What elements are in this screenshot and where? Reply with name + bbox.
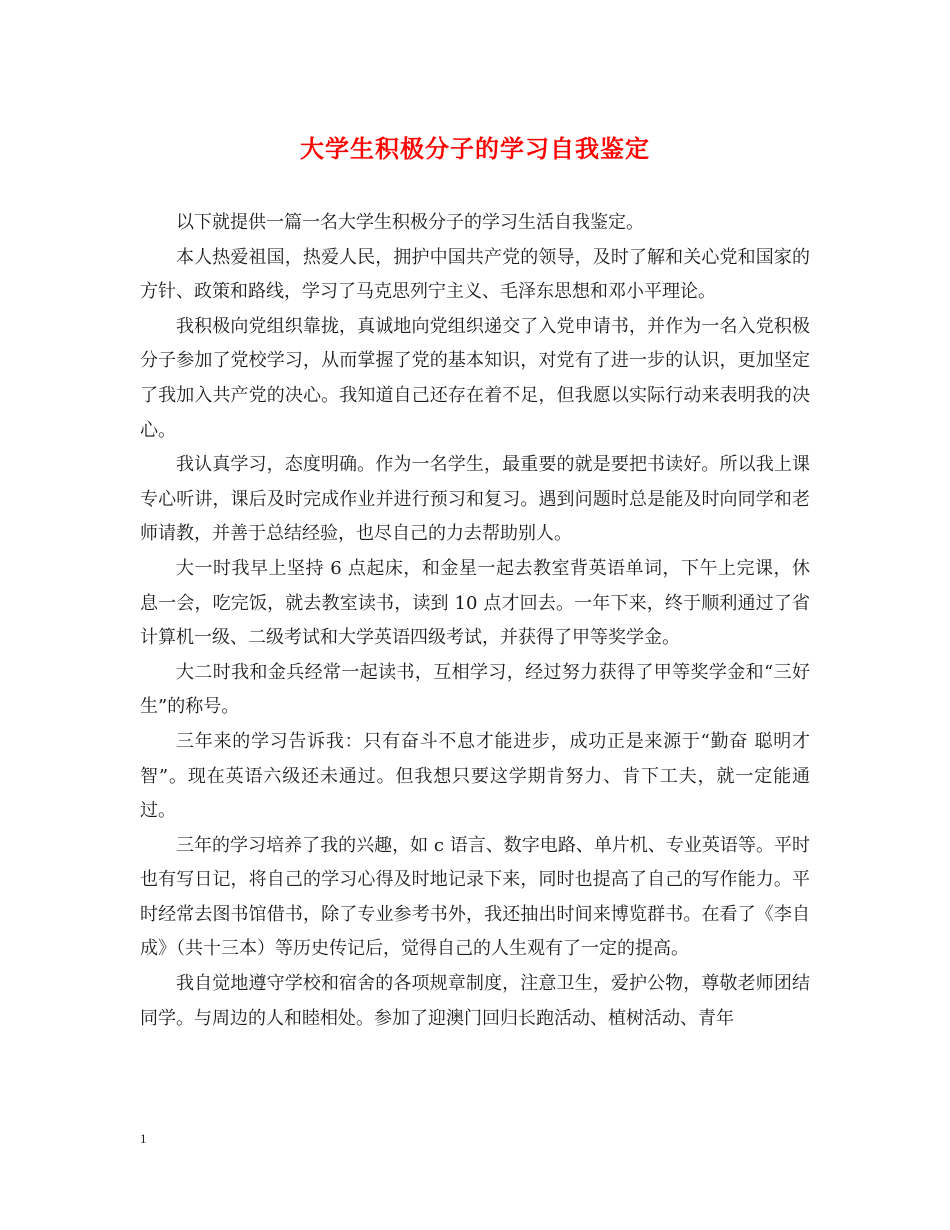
document-body bbox=[140, 206, 810, 1036]
paragraph: 我认真学习，态度明确。作为一名学生，最重要的就是要把书读好。所以我上课专心听讲，课后及时完成作业并进行预习和复习。遇到问题时总是能及时向同学和老师请教，并善于总结经验，也尽自己的力去帮助别人。 bbox=[140, 454, 810, 545]
paragraph: 大二时我和金兵经常一起读书，互相学习，经过努力获得了甲等奖学金和“三好生”的称号。 bbox=[140, 661, 810, 718]
paragraph: 我积极向党组织靠拢，真诚地向党组织递交了入党申请书，并作为一名入党积极分子参加了党校学习，从而掌握了党的基本知识，对党有了进一步的认识，更加坚定了我加入共产党的决心。我知道自己还存在着不足，但我愿以实际行动来表明我的决心。 bbox=[140, 315, 810, 441]
paragraph: 本人热爱祖国，热爱人民，拥护中国共产党的领导，及时了解和关心党和国家的方针、政策和路线，学习了马克思列宁主义、毛泽东思想和邓小平理论。 bbox=[140, 246, 810, 303]
paragraph: 三年的学习培养了我的兴趣，如 c 语言、数字电路、单片机、专业英语等。平时也有写日记，将自己的学习心得及时地记录下来，同时也提高了自己的写作能力。平时经常去图书馆借书，除了专业参考书外，我还抽出时间来博览群书。在看了《李自成》（共十三本）等历史传记后，觉得自己的人生观有了一定的提高。 bbox=[140, 834, 810, 960]
paragraph: 大一时我早上坚持 6 点起床，和金星一起去教室背英语单词，下午上完课，休息一会，吃完饭，就去教室读书，读到 10 点才回去。一年下来，终于顺利通过了省计算机一级、二级考试和大学英语四级考试，并获得了甲等奖学金。 bbox=[140, 557, 810, 649]
document-title: 大学生积极分子的学习自我鉴定 bbox=[300, 134, 650, 163]
paragraph: 我自觉地遵守学校和宿舍的各项规章制度，注意卫生，爱护公物，尊敬老师团结同学。与周边的人和睦相处。参加了迎澳门回归长跑活动、植树活动、青年 bbox=[140, 973, 810, 1029]
page-number: 1 bbox=[140, 1131, 147, 1146]
paragraph: 三年来的学习告诉我：只有奋斗不息才能进步，成功正是来源于“勤奋 聪明才智”。现在英语六级还未通过。但我想只要这学期肯努力、肯下工夫，就一定能通过。 bbox=[140, 730, 810, 822]
paragraph: 以下就提供一篇一名大学生积极分子的学习生活自我鉴定。 bbox=[176, 212, 644, 233]
